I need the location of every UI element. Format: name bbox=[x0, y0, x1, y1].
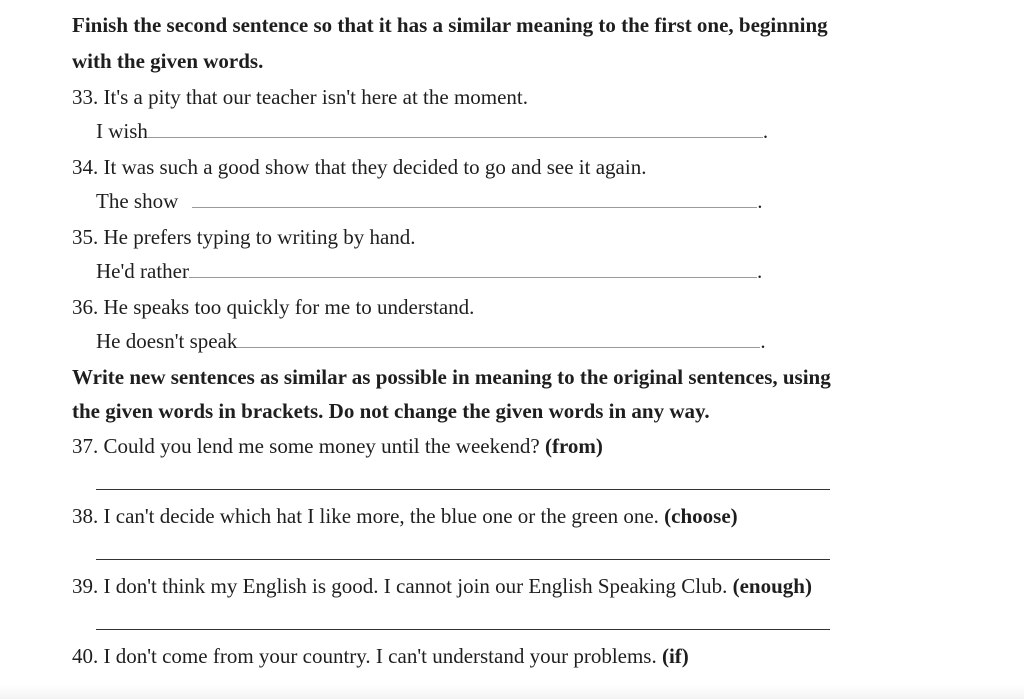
question-35-answer-line bbox=[96, 258, 762, 284]
question-33-blank[interactable] bbox=[148, 119, 763, 138]
question-35-period: . bbox=[756, 259, 763, 283]
question-36-period: . bbox=[760, 329, 766, 353]
question-34-prompt: 34. It was such a good show that they decided to go and see it again. bbox=[72, 155, 647, 179]
question-38-keyword: (choose) bbox=[664, 504, 738, 528]
question-36-start-words: He doesn't speak bbox=[96, 329, 238, 353]
question-37-keyword: (from) bbox=[545, 434, 603, 458]
question-39-line bbox=[72, 573, 812, 599]
question-37-prompt: 37. Could you lend me some money until the weekend? bbox=[72, 434, 540, 458]
question-38-line bbox=[72, 503, 738, 529]
question-33-period: . bbox=[762, 119, 769, 143]
question-39-prompt: 39. I don't think my English is good. I cannot join our English Speaking Club. bbox=[72, 574, 728, 598]
question-40-prompt: 40. I don't come from your country. I can't understand your problems. bbox=[72, 644, 657, 668]
question-36-blank[interactable] bbox=[237, 329, 760, 348]
section2-instruction-line1: Write new sentences as similar as possible in meaning to the original sentences, using bbox=[72, 365, 831, 389]
question-39-keyword: (enough) bbox=[732, 574, 812, 598]
question-35-start-words: He'd rather bbox=[96, 259, 189, 283]
question-34-blank[interactable] bbox=[192, 189, 757, 208]
question-33-answer-line bbox=[96, 118, 768, 144]
question-38-answer-rule[interactable] bbox=[96, 559, 830, 560]
question-35-blank[interactable] bbox=[189, 259, 757, 278]
question-38-prompt: 38. I can't decide which hat I like more, the blue one or the green one. bbox=[72, 504, 659, 528]
section1-instruction-line1: Finish the second sentence so that it has a similar meaning to the first one, beginning bbox=[72, 13, 828, 37]
question-35-prompt: 35. He prefers typing to writing by hand. bbox=[72, 225, 416, 249]
section1-instruction-line2: with the given words. bbox=[72, 49, 264, 73]
question-34-start-words: The show bbox=[96, 189, 179, 213]
question-34-period: . bbox=[757, 189, 763, 213]
question-40-keyword: (if) bbox=[661, 644, 689, 668]
question-37-line bbox=[72, 433, 603, 459]
question-36-answer-line bbox=[96, 328, 766, 354]
question-36-prompt: 36. He speaks too quickly for me to understand. bbox=[72, 295, 475, 319]
page-bottom-shade bbox=[0, 685, 1024, 699]
question-37-answer-rule[interactable] bbox=[96, 489, 830, 490]
question-39-answer-rule[interactable] bbox=[96, 629, 830, 630]
question-33-start-words: I wish bbox=[96, 119, 148, 143]
section2-instruction-line2: the given words in brackets. Do not change the given words in any way. bbox=[72, 399, 710, 423]
question-40-line bbox=[72, 643, 689, 669]
question-33-prompt: 33. It's a pity that our teacher isn't here at the moment. bbox=[72, 85, 529, 109]
question-34-answer-line bbox=[96, 188, 763, 214]
